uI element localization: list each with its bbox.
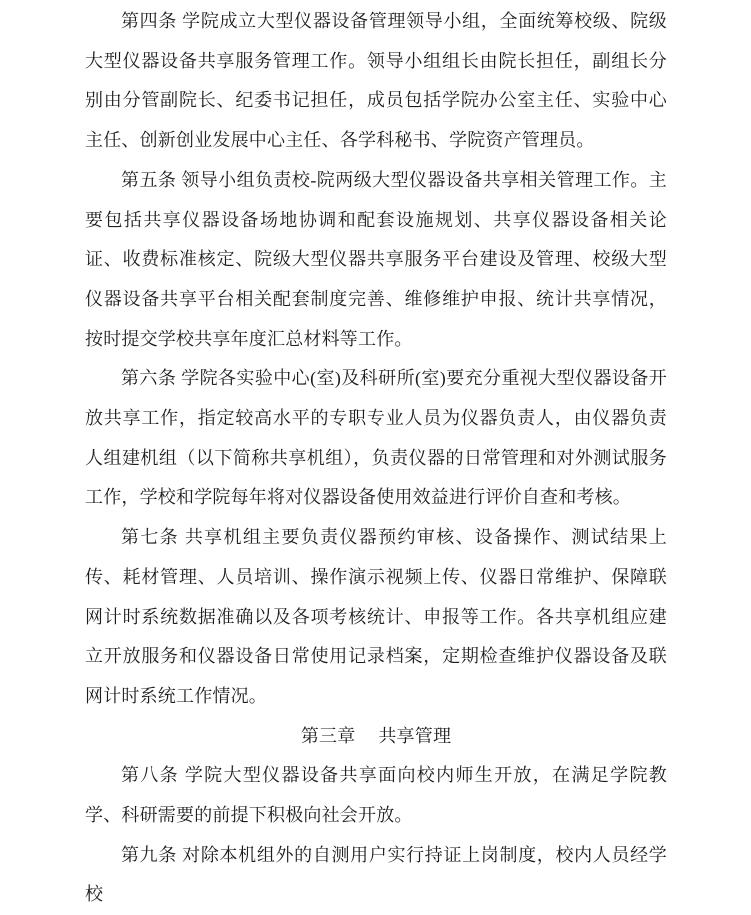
- article-5-paragraph: 第五条 领导小组负责校-院两级大型仪器设备共享相关管理工作。主要包括共享仪器设备场地协调和配套设施规划、共享仪器设备相关论证、收费标准核定、院级大型仪器共享服务平台建设及管理、校级大型仪器设备共享平台相关配套制度完善、维修维护申报、统计共享情况，按时提交学校共享年度汇总材料等工作。: [85, 169, 667, 349]
- article-4-paragraph: 第四条 学院成立大型仪器设备管理领导小组，全面统筹校级、院级大型仪器设备共享服务管理工作。领导小组组长由院长担任，副组长分别由分管副院长、纪委书记担任，成员包括学院办公室主任、实验中心主任、创新创业发展中心主任、各学科秘书、学院资产管理员。: [85, 11, 667, 151]
- chapter-3-heading: 第三章 共享管理: [300, 725, 452, 746]
- article-9-paragraph: 第九条 对除本机组外的自测用户实行持证上岗制度，校内人员经学校: [85, 844, 667, 905]
- article-6-paragraph: 第六条 学院各实验中心(室)及科研所(室)要充分重视大型仪器设备开放共享工作，指定较高水平的专职专业人员为仪器负责人，由仪器负责人组建机组（以下简称共享机组），负责仪器的日常管理和对外测试服务工作，学校和学院每年将对仪器设备使用效益进行评价自查和考核。: [85, 368, 667, 508]
- article-8-paragraph: 第八条 学院大型仪器设备共享面向校内师生开放，在满足学院教学、科研需要的前提下积极向社会开放。: [85, 765, 667, 826]
- article-7-paragraph: 第七条 共享机组主要负责仪器预约审核、设备操作、测试结果上传、耗材管理、人员培训、操作演示视频上传、仪器日常维护、保障联网计时系统数据准确以及各项考核统计、申报等工作。各共享机组应建立开放服务和仪器设备日常使用记录档案，定期检查维护仪器设备及联网计时系统工作情况。: [85, 527, 667, 706]
